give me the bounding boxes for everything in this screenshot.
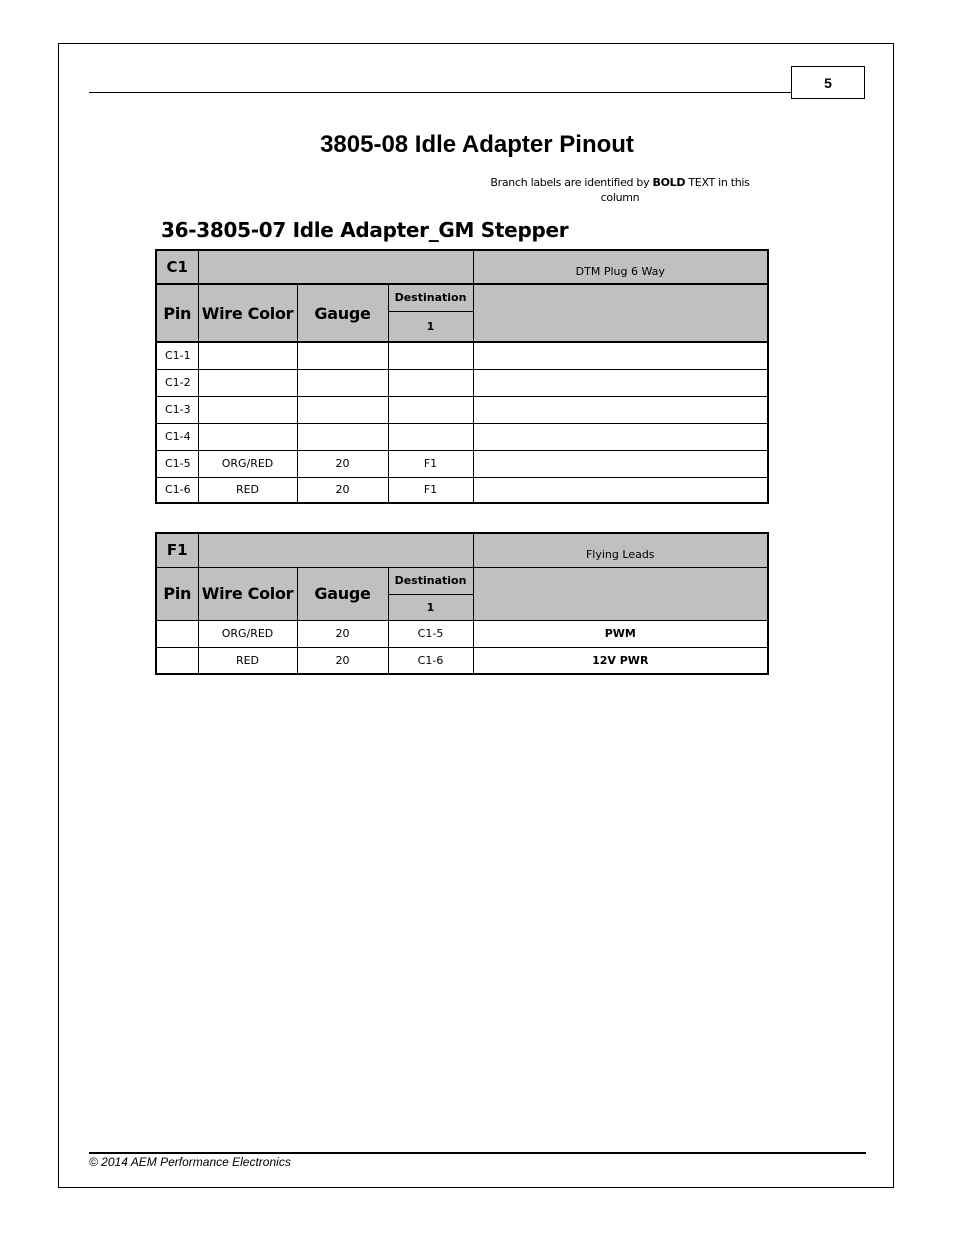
gauge-cell: [297, 342, 388, 369]
section-title: 36-3805-07 Idle Adapter_GM Stepper: [161, 218, 569, 242]
destination-cell: [388, 396, 473, 423]
table-row: [156, 396, 768, 423]
pin-cell: [156, 647, 198, 674]
destination-cell: C1-6: [388, 647, 473, 674]
gauge-cell: [297, 423, 388, 450]
table-row: [156, 647, 768, 674]
header-wire-color: Wire Color: [198, 284, 297, 342]
header-destination: Destination: [388, 284, 473, 311]
wire-color-cell: [198, 396, 297, 423]
header-destination-num: 1: [388, 311, 473, 342]
gauge-cell: 20: [297, 450, 388, 477]
branch-cell: [473, 423, 768, 450]
table-row: [156, 423, 768, 450]
connector-label: C1: [156, 250, 198, 284]
header-destination-num: 1: [388, 594, 473, 620]
wire-color-cell: [198, 423, 297, 450]
pin-cell: C1-6: [156, 477, 198, 503]
branch-cell: [473, 396, 768, 423]
header-rule: [89, 92, 791, 93]
branch-cell: [473, 369, 768, 396]
branch-note-before: Branch labels are identified by: [490, 176, 653, 189]
pin-cell: C1-5: [156, 450, 198, 477]
branch-cell: 12V PWR: [473, 647, 768, 674]
branch-note-bold: BOLD: [652, 176, 686, 189]
wire-color-cell: ORG/RED: [198, 620, 297, 647]
destination-cell: [388, 369, 473, 396]
header-destination: Destination: [388, 567, 473, 594]
branch-cell: PWM: [473, 620, 768, 647]
pin-cell: C1-4: [156, 423, 198, 450]
table-row: [156, 620, 768, 647]
branch-cell: [473, 450, 768, 477]
wire-color-cell: [198, 342, 297, 369]
connector-spacer: [198, 250, 473, 284]
branch-cell: [473, 342, 768, 369]
connector-label: F1: [156, 533, 198, 567]
gauge-cell: 20: [297, 647, 388, 674]
wire-color-cell: ORG/RED: [198, 450, 297, 477]
gauge-cell: 20: [297, 477, 388, 503]
destination-cell: [388, 342, 473, 369]
pinout-table-c1: [155, 249, 769, 504]
table-row: [156, 369, 768, 396]
destination-cell: F1: [388, 450, 473, 477]
header-pin: Pin: [156, 567, 198, 620]
wire-color-cell: RED: [198, 647, 297, 674]
pin-cell: C1-3: [156, 396, 198, 423]
destination-cell: F1: [388, 477, 473, 503]
gauge-cell: [297, 369, 388, 396]
page-number: 5: [791, 66, 865, 99]
header-gauge: Gauge: [297, 567, 388, 620]
branch-note: [480, 175, 760, 205]
pin-cell: C1-1: [156, 342, 198, 369]
footer-copyright: © 2014 AEM Performance Electronics: [89, 1155, 291, 1169]
pinout-table-f1: [155, 532, 769, 675]
header-branch: [473, 284, 768, 342]
table-row: [156, 477, 768, 503]
table-row: [156, 342, 768, 369]
header-wire-color: Wire Color: [198, 567, 297, 620]
destination-cell: [388, 423, 473, 450]
connector-description: Flying Leads: [473, 533, 768, 567]
footer-rule: [89, 1152, 866, 1154]
header-gauge: Gauge: [297, 284, 388, 342]
header-pin: Pin: [156, 284, 198, 342]
branch-cell: [473, 477, 768, 503]
wire-color-cell: RED: [198, 477, 297, 503]
wire-color-cell: [198, 369, 297, 396]
pin-cell: [156, 620, 198, 647]
gauge-cell: [297, 396, 388, 423]
page-title: 3805-08 Idle Adapter Pinout: [320, 131, 634, 158]
header-branch: [473, 567, 768, 620]
pin-cell: C1-2: [156, 369, 198, 396]
gauge-cell: 20: [297, 620, 388, 647]
connector-description: DTM Plug 6 Way: [473, 250, 768, 284]
branch-note-after: TEXT in this column: [600, 176, 750, 204]
destination-cell: C1-5: [388, 620, 473, 647]
table-row: [156, 450, 768, 477]
connector-spacer: [198, 533, 473, 567]
